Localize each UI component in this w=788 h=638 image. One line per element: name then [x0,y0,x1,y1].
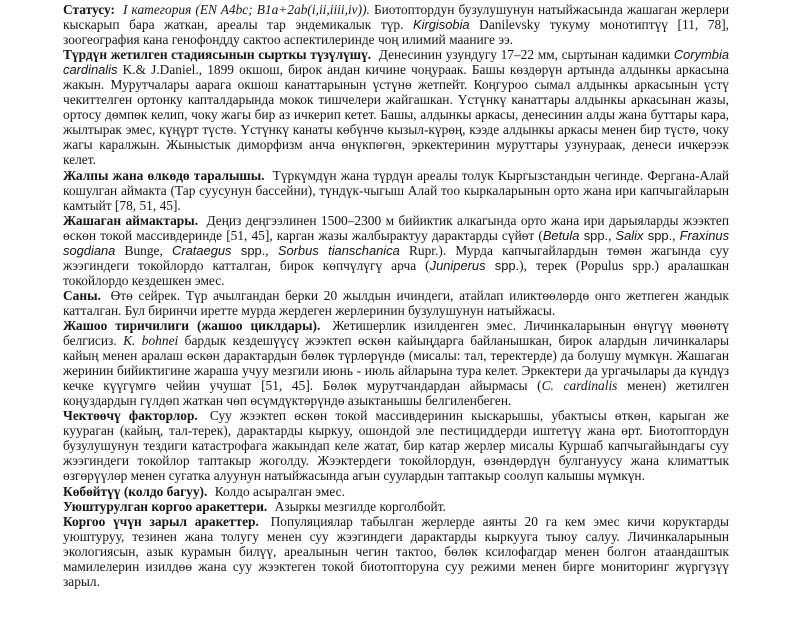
paragraph-habitat [63,213,729,288]
text-run: Биотоптордун бузулушунун натыйжасында жашаган жерлери кыскарып бара жаткан, ареалы тар эндемикалык түр. [63,2,729,33]
section-heading: Саны. [63,287,101,303]
section-heading: Жашоо тиричилиги (жашоо циклдары). [63,317,321,333]
text-run: Денесинин узундугу 17–22 мм, сыртынан кадимки [375,47,674,63]
text-run: Түркүмдүн жана түрдүн ареалы толук Кыргызстандын чегинде. Фергана-Алай кошулган аймакта (Тар суусунун бассейни), түндүк-чыгыш Алай тоо кыркаларынын орто жана ири капчыгайларын камтыйт [78, 51, 45]. [63,167,729,213]
status-category: I категория (EN A4bc; B1a+2ab(i,ii,iiii,iv)). [119,2,370,17]
text-run: K.& J.Daniel., 1899 окшош, бирок андан кичине чоңураак. Башы көздөрүн артында алдынкы аркасына жакын. Мурутчалары аарага окшош канаттарынын үстүнө жетпейт. Коңгуроо сымал алдынкы аркасынын үстү чекиттелген ортонку капталдарында мокок тишчелери жайгашкан. Үстүнкү канаттары алдынкы аркасынан жазы, ортосу дөмпөк келип, чоку жагы бир аз ичкерип кетет. Башы, алдынкы аркасы, денесинин алды жана буттары кара, жылтырак эмес, күңүрт түстө. Үстүнкү канаты көбүнчө кызыл-күрөң, кээде алдынкы аркасы менен бир түстө, чоку жагы каралжын. Жыныстык диморфизм анча өнүкпөгөн, эркектеринин муруттары узунураак, денеси ичкерээк келет. [63,62,729,168]
species-name: Betula [542,227,580,243]
paragraph-population [63,288,729,318]
text-run: Danilevsky тукуму монотиптүү [11, 78], зоогеография кана генофондду сактоо аспектилеринде чоң илимий мааниге ээ. [63,17,730,48]
section-heading: Жалпы жана өлкөдө таралышы. [63,167,265,183]
text-run: spp. [579,227,609,243]
section-heading: Статусу: [63,2,116,17]
text-run: , [608,227,616,243]
text-run: Bunge, [115,242,173,258]
species-name: K. bohnei [123,333,179,349]
species-name: Sorbus tianschanica [277,242,400,258]
species-name: Crataegus [172,242,232,258]
text-run: spp. [643,227,673,243]
text-run: бардык кездешүүсү жээктеп өскөн кайыңдарга байланышкан, бирок алардын личинкалары кайың менен аралаш өскөн дарактардын бөлөк түрлөрүндө (мисалы: тал, теректерде) да болушу мүмкүн. Жашаган жеринин бийиктигине жараша учуу мезгили июнь - июль айларына тура келет. Эркектери да ургачылары да күндүз кечке күүгүмгө чейин учушат [51, 45]. Бөлөк мурутчандардан айырмасы ( [63,333,729,394]
species-name: C. cardinalis [541,378,618,394]
text-run: spp. [485,257,520,273]
section-heading: Жашаган аймактары. [63,212,199,228]
paragraph-distribution [63,168,729,213]
species-name: Corymbia cardinalis [63,47,729,78]
text-run: Жетишерлик изилденген эмес. Личинкаларынын өнүгүү мөөнөтү белгисиз. [63,317,729,349]
section-heading: Коргоо үчүн зарыл аракеттер. [63,513,259,529]
text-run: Өтө сейрек. Түр ачылгандан берки 20 жылдын ичиндеги, атайлап иликтөөлөрдө онго жетпеген жандык катталган. Бул биринчи иретте мурда жердеген жерлеринин бузулушунун натыйжасы. [63,287,729,318]
paragraph-protection-current [63,499,729,514]
section-heading: Чектөөчү факторлор. [63,408,198,424]
paragraph-status [63,2,729,47]
text-run: , [265,242,278,258]
text-run: spp. [231,242,266,258]
section-heading: Көбөйтүү (колдо багуу). [63,483,208,499]
text-run: Азыркы мезгилде корголбойт. [271,498,446,514]
paragraph-biology [63,318,729,408]
species-name: Juniperus [429,257,486,273]
text-run: менен) жетилген коңуздардын гүлдөп жаткан чөп өсүмдүктөрүндө азыктанышы белгиленбеген. [63,378,729,409]
paragraph-limiting-factors [63,408,729,483]
section-heading: Уюштурулган коргоо аракеттери. [63,498,268,514]
species-name: Fraxinus sogdiana [63,227,730,258]
text-run: Суу жээктеп өскөн токой массивдеринин кыскарышы, убактысы өткөн, карыган же куураган (кайың, тал-терек), дарактарды кыркуу, ошондой эле пестициддерди иштетүү жана өрт. Биотоптордун бузулушунун тездиги катастрофага жакындап келе жатат, бир катар жерлер мисалы Куршаб капчыгайындагы суу жээгиндеги токойлор таптакыр жоголду. Жээктердеги токойлордун, өзөндөрдүн булгануусу жана климаттык өзгөрүүлөр менен сугатка алуунун натыйжасында агын суулардын таптакыр соолуп калышы мүмкүн. [63,408,729,484]
text-run: ), терек (Populus spp.) аралашкан токойлордо кездешкен эмес. [63,257,729,288]
species-name: Kirgisobia [413,17,470,33]
paragraph-protection-needed [63,514,729,589]
paragraph-breeding [63,484,729,499]
text-run: Популяциялар табылган жерлерде аянты 20 га кем эмес кичи коруктарды уюштуруу, тезинен жана толугу менен суу жээгиндеги дарактарды кыркууга тыюу салуу. Личинкаларынын экологиясын, азык курамын билүү, ареалынын чегин тактоо, бөлөк ксилофагдар менен болгон атаандаштык мамилелерин изилдөө жана суу жээктеген токой биотопторуна суу режими менен бирге мониторинг жүргүзүү зарыл. [63,513,729,589]
text-run: Деңиз деңгээлинен 1500–2300 м бийиктик алкагында орто жана ири дарыяларды жээктеп өскөн токой массивдеринде [51, 45], карган жазы жалбырактуу дарактарды сүйөт ( [63,212,729,243]
paragraph-morphology [63,47,729,167]
section-heading: Түрдүн жетилген стадиясынын сырткы түзүлүшү. [63,47,372,63]
text-run: Rupr.). Мурда капчыгайлардын төмөн жагында суу жээгиндеги токойлордо катталган, бирок көпчүлүгү арча ( [63,242,729,273]
text-run: Колдо асыралган эмес. [211,483,345,499]
text-run: , [672,227,680,243]
species-name: Salix [615,227,644,243]
